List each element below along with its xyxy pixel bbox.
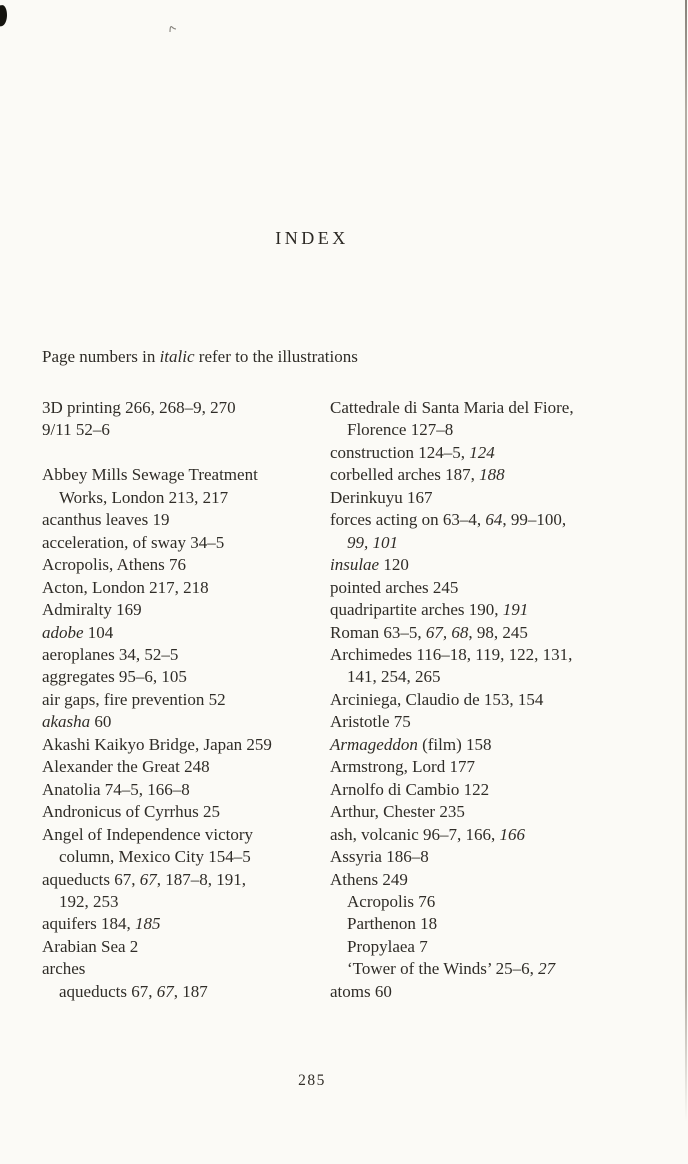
index-entry: 9/11 52–6 [42, 420, 110, 440]
index-columns [42, 397, 582, 1003]
index-entry-continuation: Works, London 213, 217 [59, 487, 229, 507]
index-entry: Andronicus of Cyrrhus 25 [42, 802, 221, 822]
index-entry: aeroplanes 34, 52–5 [42, 644, 179, 664]
index-entry: insulae 120 [330, 555, 409, 575]
index-entry: quadripartite arches 190, 191 [330, 600, 529, 620]
index-entry: ash, volcanic 96–7, 166, 166 [330, 824, 525, 844]
index-entry: Admiralty 169 [42, 600, 142, 620]
index-entry: Alexander the Great 248 [42, 757, 210, 777]
index-entry: aqueducts 67, 67, 187–8, 191, [42, 869, 246, 889]
index-entry-continuation: Propylaea 7 [347, 936, 428, 956]
index-entry: Cattedrale di Santa Maria del Fiore, [330, 398, 574, 417]
index-entry: Roman 63–5, 67, 68, 98, 245 [330, 622, 528, 642]
index-entry: acanthus leaves 19 [42, 510, 170, 530]
index-entry: forces acting on 63–4, 64, 99–100, [330, 510, 567, 530]
index-entry: aggregates 95–6, 105 [42, 667, 187, 687]
index-entry: adobe 104 [42, 622, 114, 642]
index-entry: Arthur, Chester 235 [330, 802, 465, 822]
index-entry: Arnolfo di Cambio 122 [330, 779, 490, 799]
index-entry: corbelled arches 187, 188 [330, 465, 505, 485]
index-entry: air gaps, fire prevention 52 [42, 689, 226, 709]
index-entry: atoms 60 [330, 981, 392, 1001]
index-entry: Acton, London 217, 218 [42, 577, 209, 597]
index-entry: Abbey Mills Sewage Treatment [42, 465, 258, 485]
note-text-post: refer to the illustrations [194, 347, 358, 366]
index-entry: Assyria 186–8 [330, 847, 429, 867]
index-entry: Angel of Independence victory [42, 824, 253, 844]
index-entry-continuation: ‘Tower of the Winds’ 25–6, 27 [347, 959, 556, 979]
index-entry-continuation: aqueducts 67, 67, 187 [59, 981, 208, 1001]
index-entry: arches [42, 959, 86, 979]
index-column-right [330, 397, 582, 1003]
index-entry-continuation: 141, 254, 265 [347, 667, 441, 687]
index-entry: Anatolia 74–5, 166–8 [42, 779, 190, 799]
index-entry: Akashi Kaikyo Bridge, Japan 259 [42, 734, 272, 754]
page-content [42, 0, 582, 1003]
index-entry-continuation: Acropolis 76 [347, 891, 436, 911]
index-column-left [42, 397, 330, 1003]
index-entry: Armstrong, Lord 177 [330, 757, 475, 777]
index-entry: Acropolis, Athens 76 [42, 555, 187, 575]
page-edge-line [685, 0, 687, 1122]
illustrations-note [42, 346, 582, 368]
index-entry: Aristotle 75 [330, 712, 411, 732]
index-entry: Arabian Sea 2 [42, 936, 139, 956]
index-entry: acceleration, of sway 34–5 [42, 532, 225, 552]
scan-corner-mark [0, 5, 7, 27]
index-entry: akasha 60 [42, 712, 112, 732]
index-entry-continuation: 99, 101 [347, 532, 398, 552]
note-text-pre: Page numbers in [42, 347, 160, 366]
index-entry: Athens 249 [330, 869, 408, 889]
index-entry: construction 124–5, 124 [330, 442, 495, 462]
page-title: INDEX [275, 228, 349, 248]
index-blank-line [42, 442, 330, 464]
index-entry: Archimedes 116–18, 119, 122, 131, [330, 644, 573, 664]
index-entry: aquifers 184, 185 [42, 914, 161, 934]
index-entry-continuation: Parthenon 18 [347, 914, 438, 934]
index-entry: Armageddon (film) 158 [330, 734, 492, 754]
index-entry: Arciniega, Claudio de 153, 154 [330, 689, 544, 709]
index-entry: 3D printing 266, 268–9, 270 [42, 398, 236, 417]
index-entry: pointed arches 245 [330, 577, 459, 597]
note-italic-word: italic [159, 347, 195, 366]
index-entry: Derinkuyu 167 [330, 487, 433, 507]
index-entry-continuation: column, Mexico City 154–5 [59, 847, 251, 867]
index-entry-continuation: Florence 127–8 [347, 420, 454, 440]
page-number: 285 [298, 1072, 326, 1089]
index-entry-continuation: 192, 253 [59, 891, 119, 911]
